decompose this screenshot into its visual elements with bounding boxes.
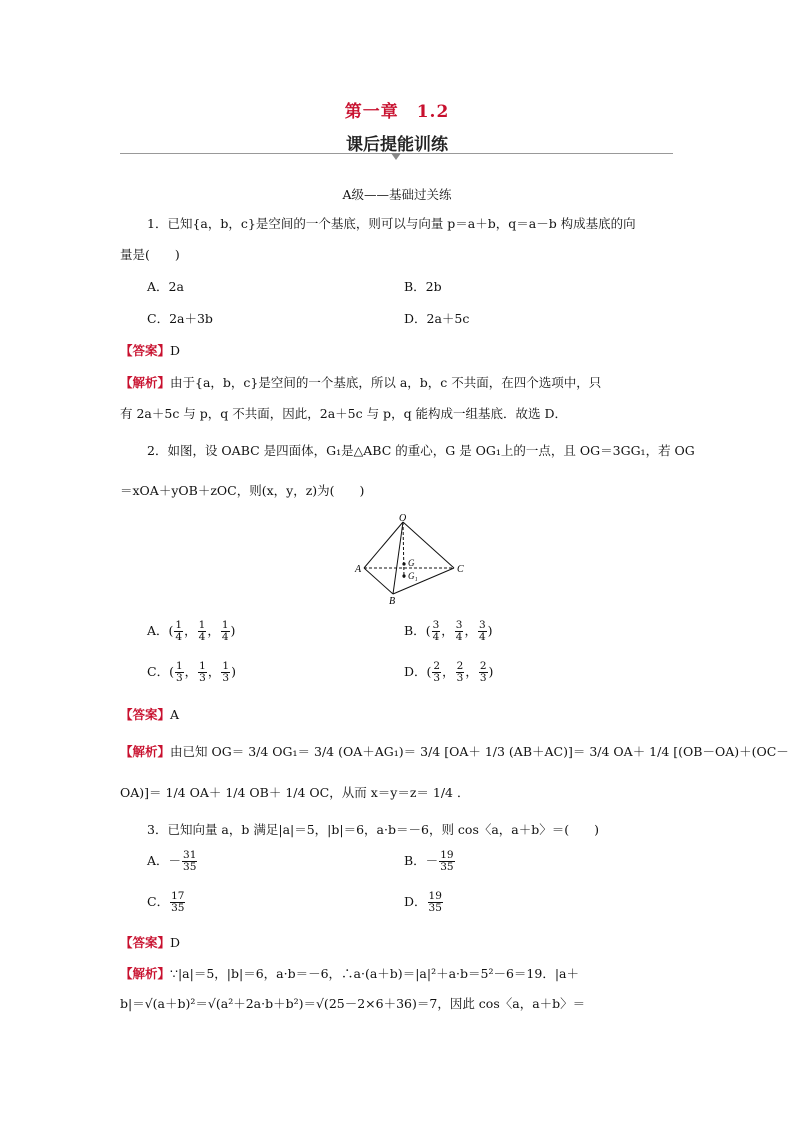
q2-option-a-letter: A． <box>147 623 169 638</box>
q3-option-c-letter: C． <box>147 894 170 909</box>
q1-line1: 1．已知{a，b，c}是空间的一个基底，则可以与向量 p＝a＋b，q＝a－b 构成基底的向 <box>147 216 636 231</box>
numerator: 2 <box>479 660 487 672</box>
numerator: 2 <box>456 660 464 672</box>
numerator: 1 <box>199 660 206 672</box>
q3-option-a <box>147 850 198 873</box>
fraction <box>198 661 207 684</box>
q2-analysis-line2: OA)]＝ 1/4 OA＋ 1/4 OB＋ 1/4 OC，从而 x＝y＝z＝ 1/4 ． <box>120 785 470 800</box>
q3-option-b-letter: B．－ <box>404 853 439 868</box>
q2-option-d: D．( $\frac{2}{3}$ ， $\frac{2}{3}$ ， $\frac{2}{3}$ ) <box>404 660 494 684</box>
fraction <box>198 620 207 643</box>
answer-tag: 【答案】 <box>120 707 171 722</box>
q3-option-c <box>147 891 186 914</box>
label-a: A <box>355 564 362 575</box>
q2-answer-value: A <box>170 707 180 722</box>
numerator: 31 <box>183 849 197 861</box>
q2-analysis-line1 <box>120 742 789 760</box>
denominator: 4 <box>478 631 486 643</box>
q1-answer <box>120 341 180 359</box>
numerator: 1 <box>222 660 230 672</box>
numerator: 19 <box>428 890 442 902</box>
numerator: 3 <box>432 619 440 631</box>
fraction <box>478 620 487 643</box>
fraction <box>175 661 184 684</box>
q3-analysis-line1 <box>120 964 579 982</box>
label-c: C <box>457 564 464 575</box>
denominator: 35 <box>440 861 454 873</box>
denominator: 3 <box>479 672 487 684</box>
q1-option-c: C．2a＋3b <box>147 311 213 326</box>
denominator: 4 <box>432 631 440 643</box>
q1-option-d: D．2a＋5c <box>404 311 470 326</box>
fraction <box>170 891 185 914</box>
answer-tag: 【答案】 <box>120 935 171 950</box>
q3-option-b <box>404 850 456 873</box>
q1-line2: 量是( ) <box>120 247 180 262</box>
fraction <box>455 620 464 643</box>
fraction <box>456 661 465 684</box>
q1-option-a: A．2a <box>147 279 184 294</box>
denominator: 3 <box>222 672 230 684</box>
q3-analysis-line2: b|＝√(a＋b)²＝√(a²＋2a·b＋b²)＝√(25－2×6＋36)＝7，因此 cos〈a，a＋b〉＝ <box>120 996 586 1011</box>
denominator: 4 <box>175 631 183 643</box>
level-heading: A级——基础过关练 <box>342 187 452 202</box>
denominator: 3 <box>199 672 206 684</box>
fraction <box>479 661 488 684</box>
numerator: 3 <box>478 619 486 631</box>
numerator: 19 <box>440 849 454 861</box>
denominator: 3 <box>456 672 464 684</box>
denominator: 35 <box>171 902 185 914</box>
q3-analysis-text1: ∵|a|＝5，|b|＝6，a·b＝－6，∴a·(a＋b)＝|a|²＋a·b＝5²－6＝19．|a＋ <box>170 966 579 981</box>
numerator: 2 <box>433 660 441 672</box>
q1-option-b: B．2b <box>404 279 442 294</box>
q3-line1: 3．已知向量 a，b 满足|a|＝5，|b|＝6，a·b＝－6，则 cos〈a，a＋b〉＝( ) <box>147 822 600 837</box>
numerator: 3 <box>455 619 463 631</box>
fraction <box>221 620 230 643</box>
q2-answer <box>120 705 179 723</box>
analysis-tag: 【解析】 <box>120 966 171 981</box>
denominator: 3 <box>175 672 183 684</box>
denominator: 35 <box>183 861 197 873</box>
numerator: 1 <box>221 619 229 631</box>
q2-option-a: A．( $\frac{1}{4}$ ， $\frac{1}{4}$ ， $\frac{1}{4}$ ) <box>147 619 236 643</box>
label-g1: G₁ <box>408 571 418 581</box>
fraction <box>432 661 441 684</box>
triangle-marker-icon <box>391 153 401 160</box>
fraction <box>174 620 183 643</box>
q2-line2: ＝xOA＋yOB＋zOC，则(x，y，z)为( ) <box>120 483 365 498</box>
q3-answer <box>120 933 180 951</box>
q2-option-b-letter: B． <box>404 623 426 638</box>
denominator: 4 <box>198 631 206 643</box>
fraction <box>221 661 230 684</box>
fraction <box>432 620 441 643</box>
label-g: G <box>408 558 415 568</box>
label-b: B <box>389 596 396 607</box>
tetrahedron-figure <box>350 512 470 607</box>
numerator: 1 <box>175 660 183 672</box>
label-o: O <box>399 513 407 524</box>
numerator: 1 <box>175 619 183 631</box>
fraction <box>428 891 443 914</box>
section-subtitle: 课后提能训练 <box>346 135 448 155</box>
q2-line1: 2．如图，设 OABC 是四面体，G₁是△ABC 的重心，G 是 OG₁上的一点，且 OG＝3GG₁，若 OG <box>147 443 695 458</box>
q1-analysis-text1: 由于{a，b，c}是空间的一个基底，所以 a，b，c 不共面，在四个选项中，只 <box>170 375 602 390</box>
q3-option-a-letter: A．－ <box>147 853 182 868</box>
q3-option-d-letter: D． <box>404 894 427 909</box>
q2-option-d-letter: D． <box>404 664 427 679</box>
fraction <box>182 850 197 873</box>
denominator: 4 <box>455 631 463 643</box>
q2-option-c-letter: C． <box>147 664 170 679</box>
analysis-tag: 【解析】 <box>120 744 171 759</box>
numerator: 1 <box>198 619 206 631</box>
denominator: 35 <box>428 902 442 914</box>
analysis-tag: 【解析】 <box>120 375 171 390</box>
denominator: 3 <box>433 672 441 684</box>
answer-tag: 【答案】 <box>120 343 171 358</box>
q1-analysis-line1 <box>120 373 601 391</box>
q1-analysis-line2: 有 2a＋5c 与 p，q 不共面，因此，2a＋5c 与 p，q 能构成一组基底．故选 D． <box>120 406 568 421</box>
chapter-heading: 第一章 1.2 <box>344 102 450 122</box>
fraction <box>439 850 454 873</box>
q3-option-d <box>404 891 444 914</box>
numerator: 17 <box>171 890 185 902</box>
q2-analysis-text1: 由已知 OG＝ 3/4 OG₁＝ 3/4 (OA＋AG₁)＝ 3/4 [OA＋ 1/3 (AB＋AC)]＝ 3/4 OA＋ 1/4 [(OB－OA)＋(OC－ <box>170 744 789 759</box>
q3-answer-value: D <box>170 935 181 950</box>
q2-option-b: B．( $\frac{3}{4}$ ， $\frac{3}{4}$ ， $\frac{3}{4}$ ) <box>404 619 493 643</box>
denominator: 4 <box>221 631 229 643</box>
q2-option-c: C．( $\frac{1}{3}$ ， $\frac{1}{3}$ ， $\frac{1}{3}$ ) <box>147 660 236 684</box>
q1-answer-value: D <box>170 343 181 358</box>
